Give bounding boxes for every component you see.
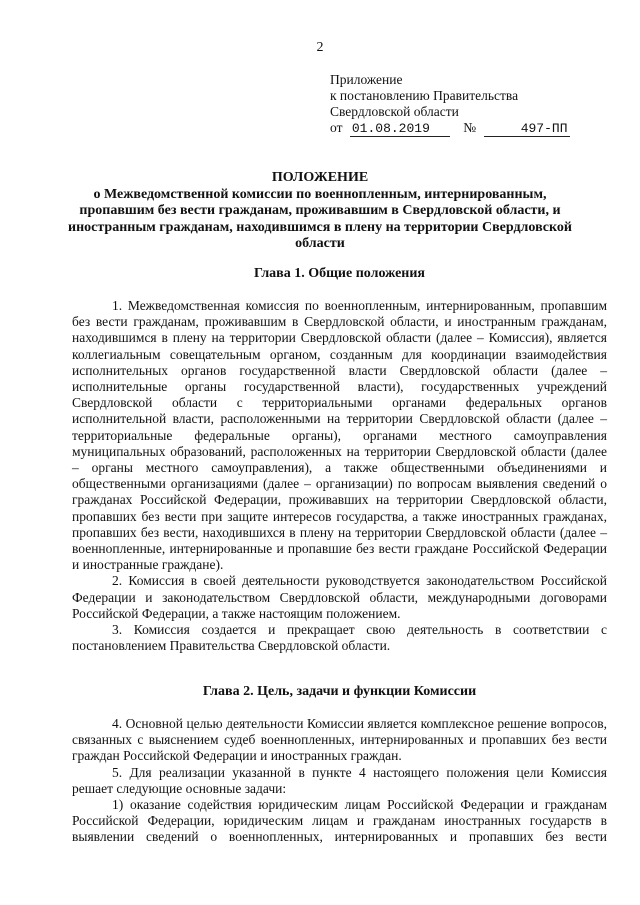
chapter-2 [72,684,607,700]
resolution-date: 01.08.2019 [350,122,450,137]
chapter-1 [72,266,607,282]
appendix-date-row [330,120,570,137]
paragraph-2: 2. Комиссия в своей деятельности руководствуется законодательством Российской Федерации и законодательством Свердловской области, международными договорами Российской Федерации, а также настоящим положением. [72,573,607,621]
paragraph-5: 5. Для реализации указанной в пункте 4 настоящего положения цели Комиссия решает следующие основные задачи: [72,764,607,796]
chapter-2-body [72,716,607,846]
appendix-block [330,72,570,137]
from-label: от [330,120,343,135]
page-number: 2 [316,40,324,55]
resolution-number: 497-ПП [484,122,570,137]
paragraph-3: 3. Комиссия создается и прекращает свою деятельность в соответствии с постановлением Правительства Свердловской области. [72,622,607,654]
appendix-line-3: Свердловской области [330,104,459,119]
appendix-line-2: к постановлению Правительства [330,88,519,103]
paragraph-6: 1) оказание содействия юридическим лицам Российской Федерации и гражданам Российской Федерации, юридическим лицам и гражданам иностранных государств в выявлении сведений о военнопленных, интернированных и пропавших без вести [72,797,607,845]
document-title [0,170,640,253]
appendix-line-1: Приложение [330,72,403,87]
number-label: № [463,120,477,135]
title-main: ПОЛОЖЕНИЕ [271,170,369,185]
chapter-1-heading: Глава 1. Общие положения [253,266,425,281]
chapter-1-body [72,298,607,654]
paragraph-1: 1. Межведомственная комиссия по военнопленным, интернированным, пропавшим без вести гражданам, проживавшим в Свердловской области, и иностранным гражданам, находившимся в плену на территории Свердловской области (далее – Комиссия), является коллегиальным совещательным органом, созданным для координации взаимодействия исполнительных органов государственной власти Свердловской области (далее – исполнительные органы государственной власти), государственных учреждений Свердловской области с территориальными органами федеральных органов исполнительной власти, расположенными на территории Свердловской области (далее – территориальные федеральные органы), органами местного самоуправления муниципальных образований, расположенных на территории Свердловской области (далее – органы местного самоуправления), а также общественными объединениями и общественными организациями (далее – организации) по вопросам выявления сведений о гражданах Российской Федерации, проживавших на территории Свердловской области, пропавших без вести при защите интересов государства, а также иностранных гражданах, пропавших без вести, находившихся в плену на территории Свердловской области (далее – военнопленные, интернированные и пропавшие без вести граждане Российской Федерации и иностранные граждане). [72,298,607,573]
title-subtitle: о Межведомственной комиссии по военнопленным, интернированным, пропавшим без вести гражданам, проживавшим в Свердловской области, и иностранным гражданам, находившимся в плену на территории Свердловской области [68,186,572,251]
chapter-2-heading: Глава 2. Цель, задачи и функции Комиссии [202,684,477,699]
paragraph-4: 4. Основной целью деятельности Комиссии является комплексное решение вопросов, связанных с выяснением судеб военнопленных, интернированных и пропавших без вести граждан Российской Федерации и иностранных граждан. [72,716,607,764]
